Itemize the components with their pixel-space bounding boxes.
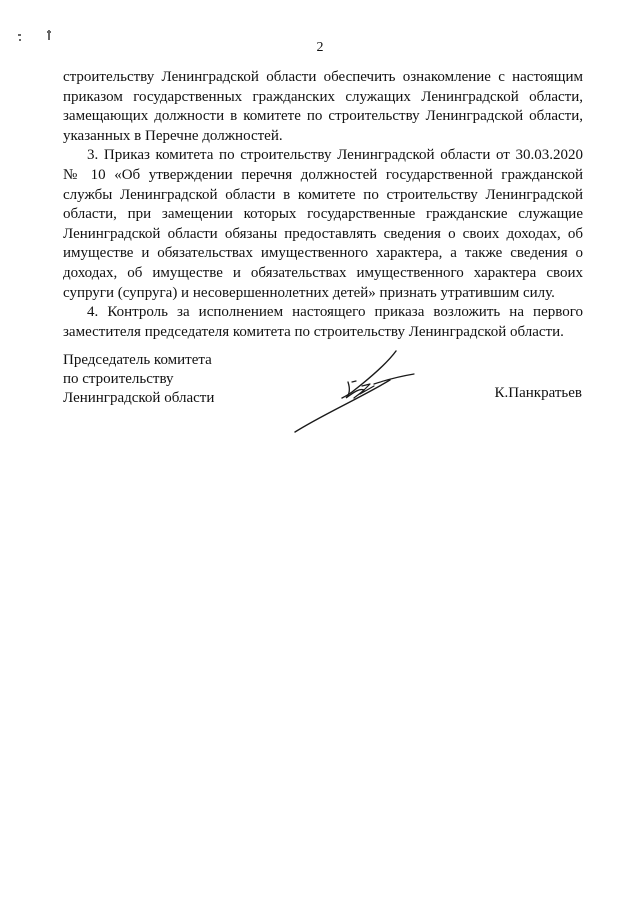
signatory-position-line: Председатель комитета [63,352,212,368]
paragraph-continuation: строительству Ленинградской области обеспечить ознакомление с настоящим приказом государственных гражданских служащих Ленинградской области, замещающих должности в комитете по строительству Ленинградской области, указанных в Перечне должностей. [63,69,583,144]
signatory-position [63,351,214,408]
paragraph-item-4: 4. Контроль за исполнением настоящего приказа возложить на первого заместителя председателя комитета по строительству Ленинградской области. [63,304,583,340]
page-number: 2 [316,40,324,55]
signatory-position-line: Ленинградской области [63,390,215,406]
signatory-name: К.Панкратьев [494,385,582,401]
document-body [63,68,583,342]
signatory-position-line: по строительству [63,371,174,387]
handwritten-signature [290,348,420,438]
paragraph-item-3: 3. Приказ комитета по строительству Ленинградской области от 30.03.2020 № 10 «Об утверждении перечня должностей государственной гражданской службы Ленинградской области в комитете по строительству Ленинградской области, при замещении которых государственные гражданские служащие Ленинградской области обязаны предоставлять сведения о своих доходах, об имуществе и обязательствах имущественного характера, а также сведения о доходах, об имуществе и обязательствах имущественного характера своих супруги (супруга) и несовершеннолетних детей» признать утратившим силу. [63,147,583,301]
